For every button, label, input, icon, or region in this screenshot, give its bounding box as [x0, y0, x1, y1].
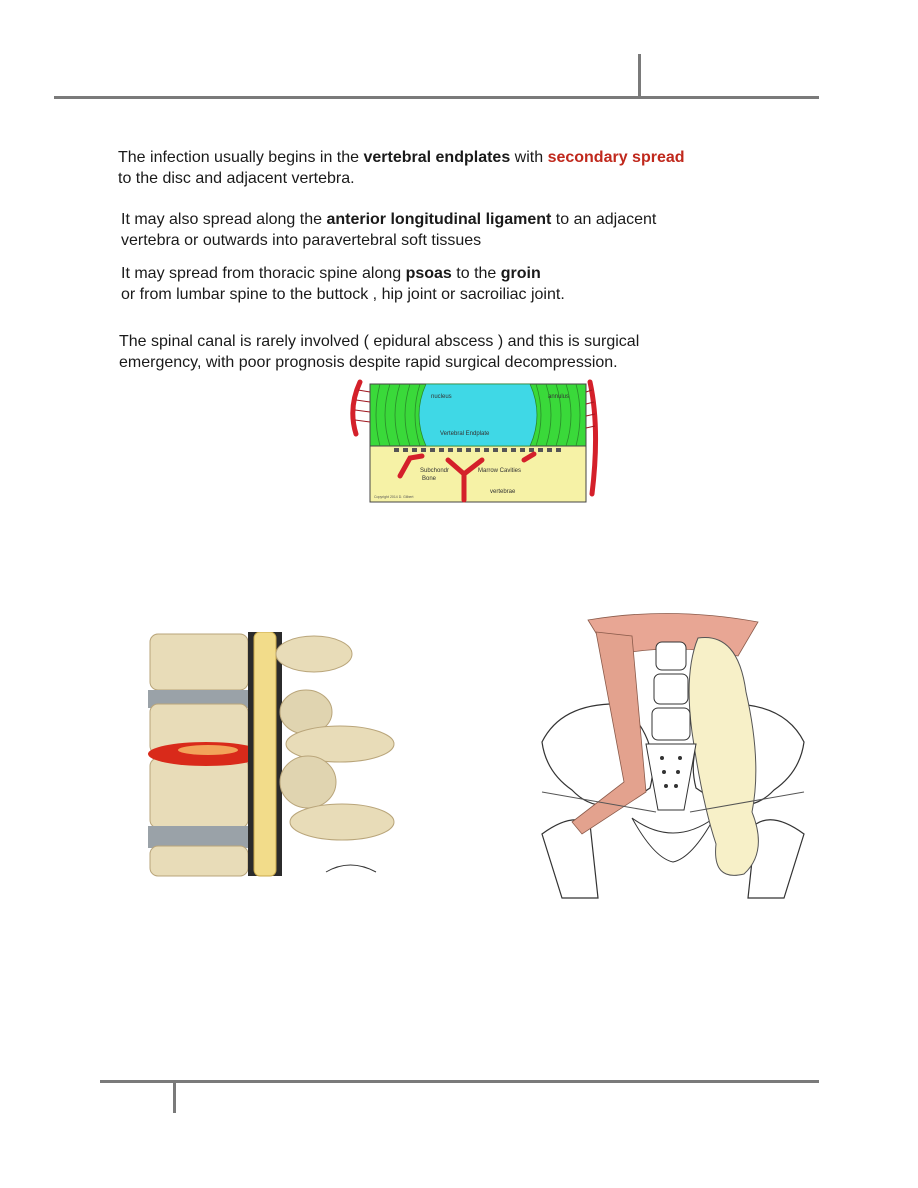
psoas-pelvis-illustration [532, 612, 814, 900]
vertebral-body [150, 634, 248, 690]
endplate-diagram-svg [344, 378, 604, 504]
paragraph-epidural [119, 331, 639, 373]
header-divider [638, 54, 641, 98]
paragraph-endplates [118, 147, 685, 189]
paragraph-line: The spinal canal is rarely involved ( epidural abscess ) and this is surgical [119, 333, 640, 350]
lumbar-vertebra [654, 674, 688, 704]
vertebrae-label: vertebrae [490, 489, 516, 495]
vertebral-body [150, 846, 248, 876]
pelvis-illustration-svg [532, 612, 814, 900]
posterior-element [276, 636, 352, 672]
paragraph-line: emergency, with poor prognosis despite rapid surgical decompression. [119, 354, 618, 371]
spinal-cord [254, 632, 276, 876]
paragraph-psoas [121, 263, 565, 305]
header-rule [54, 96, 819, 99]
left-femur [542, 820, 598, 898]
lumbar-vertebra [656, 642, 686, 670]
marrow-label: Marrow Cavities [478, 468, 522, 474]
vertebral-body [150, 758, 248, 828]
lumbar-vertebra [652, 708, 690, 740]
spine-lesion-illustration [130, 632, 410, 890]
paragraph-ligament [121, 209, 656, 251]
secondary-spread-highlight: secondary spread [547, 149, 685, 166]
paragraph-line: It may spread from thoracic spine along psoas to the groin [121, 265, 541, 282]
pubic-symphysis [632, 818, 714, 862]
infection-highlight [178, 745, 238, 755]
endplate-diagram [344, 378, 604, 504]
endplate-label: Vertebral Endplate [440, 431, 490, 437]
facet-joint [280, 756, 336, 808]
paragraph-line: The infection usually begins in the vertebral endplates with secondary spread [118, 149, 685, 166]
copyright-label: Copyright 2014 D. Gilbert [374, 495, 414, 499]
sacrum [646, 744, 696, 810]
bone-label: Bone [422, 476, 437, 482]
paragraph-line: to the disc and adjacent vertebra. [118, 170, 355, 187]
footer-rule [100, 1080, 819, 1083]
paragraph-line: or from lumbar spine to the buttock , hip joint or sacroiliac joint. [121, 286, 565, 303]
paragraph-line: vertebra or outwards into paravertebral soft tissues [121, 232, 482, 249]
nucleus-label: nucleus [431, 394, 452, 400]
subchondral-label: Subchondr [420, 468, 450, 474]
annulus-label: annulus [548, 394, 570, 400]
disc-space [148, 826, 248, 848]
spine-illustration-svg [130, 632, 410, 890]
spinous-process [290, 804, 394, 840]
footer-divider [173, 1082, 176, 1113]
paragraph-line: It may also spread along the anterior longitudinal ligament to an adjacent [121, 211, 657, 228]
